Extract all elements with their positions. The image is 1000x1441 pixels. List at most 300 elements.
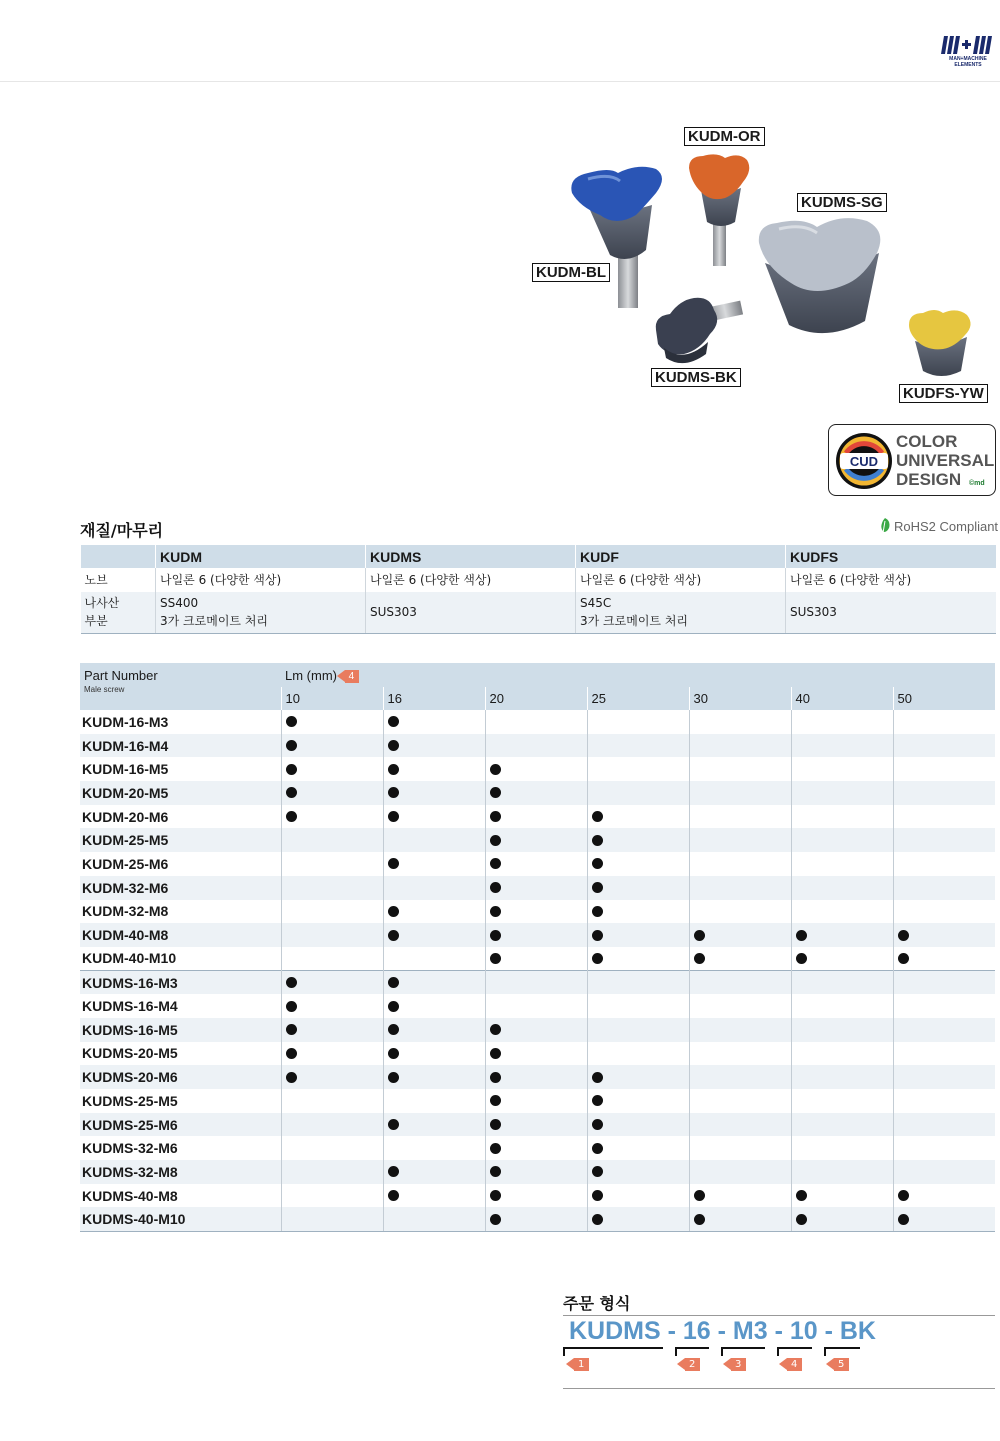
- part-number-cell: KUDM-16-M5: [80, 757, 281, 781]
- cud-line3: DESIGN: [896, 470, 962, 489]
- availability-cell: [587, 828, 689, 852]
- material-cell-line: 3가 크로메이트 처리: [580, 614, 689, 629]
- availability-cell: [587, 1089, 689, 1113]
- available-dot-icon: [490, 1143, 501, 1154]
- availability-cell: [281, 781, 383, 805]
- availability-cell: [587, 1184, 689, 1208]
- availability-cell: [383, 1042, 485, 1066]
- material-row-label: [81, 592, 156, 633]
- availability-cell: [383, 1113, 485, 1137]
- availability-cell: [281, 757, 383, 781]
- material-cell: 나일론 6 (다양한 색상): [576, 568, 786, 592]
- material-row-screw: [81, 592, 996, 633]
- order-segment-tick: [777, 1347, 779, 1356]
- availability-cell: [281, 1184, 383, 1208]
- availability-cell: [587, 923, 689, 947]
- available-dot-icon: [592, 1095, 603, 1106]
- availability-cell: [587, 876, 689, 900]
- availability-cell: [281, 971, 383, 995]
- available-dot-icon: [592, 1072, 603, 1083]
- rohs-badge: [879, 517, 998, 537]
- part-row: [80, 1065, 995, 1089]
- available-dot-icon: [592, 811, 603, 822]
- available-dot-icon: [592, 1190, 603, 1201]
- available-dot-icon: [694, 1190, 705, 1201]
- availability-cell: [587, 971, 689, 995]
- availability-cell: [893, 947, 995, 971]
- availability-cell: [281, 852, 383, 876]
- available-dot-icon: [286, 740, 297, 751]
- product-label-kudfs-yw: KUDFS-YW: [899, 384, 988, 403]
- part-number-cell: KUDMS-16-M4: [80, 994, 281, 1018]
- available-dot-icon: [388, 906, 399, 917]
- availability-cell: [893, 900, 995, 924]
- availability-cell: [485, 781, 587, 805]
- part-row: [80, 781, 995, 805]
- availability-cell: [893, 828, 995, 852]
- available-dot-icon: [592, 858, 603, 869]
- length-header-cell: 40: [791, 687, 893, 710]
- order-segment-tick: [721, 1347, 723, 1356]
- cud-center-text: CUD: [849, 454, 879, 469]
- part-number-cell: KUDM-20-M5: [80, 781, 281, 805]
- available-dot-icon: [286, 811, 297, 822]
- part-row: [80, 1018, 995, 1042]
- material-cell-line: SS400: [160, 596, 199, 611]
- lm-header-row: [80, 663, 995, 687]
- material-table: [80, 545, 996, 634]
- part-number-cell: KUDM-40-M8: [80, 923, 281, 947]
- availability-cell: [281, 1207, 383, 1231]
- lm-reference-tag: 4: [345, 670, 360, 683]
- order-segment-underline: [721, 1347, 765, 1349]
- part-number-cell: KUDMS-40-M8: [80, 1184, 281, 1208]
- material-cell: SUS303: [786, 592, 996, 633]
- available-dot-icon: [898, 1214, 909, 1225]
- availability-cell: [893, 1207, 995, 1231]
- product-label-kudms-sg: KUDMS-SG: [797, 193, 887, 212]
- available-dot-icon: [490, 787, 501, 798]
- availability-cell: [791, 876, 893, 900]
- available-dot-icon: [286, 1001, 297, 1012]
- available-dot-icon: [592, 1166, 603, 1177]
- availability-cell: [689, 947, 791, 971]
- availability-cell: [383, 1089, 485, 1113]
- availability-cell: [791, 710, 893, 734]
- order-segment-underline: [824, 1347, 860, 1349]
- availability-cell: [791, 1160, 893, 1184]
- part-row: [80, 1184, 995, 1208]
- availability-cell: [485, 1184, 587, 1208]
- availability-cell: [383, 734, 485, 758]
- availability-cell: [893, 971, 995, 995]
- available-dot-icon: [286, 1024, 297, 1035]
- available-dot-icon: [286, 1048, 297, 1059]
- available-dot-icon: [490, 953, 501, 964]
- part-row: [80, 757, 995, 781]
- availability-cell: [587, 1042, 689, 1066]
- order-segment-underline: [777, 1347, 812, 1349]
- available-dot-icon: [592, 882, 603, 893]
- part-number-subheader: Male screw: [84, 684, 125, 694]
- available-dot-icon: [694, 1214, 705, 1225]
- availability-cell: [383, 1207, 485, 1231]
- availability-cell: [791, 994, 893, 1018]
- available-dot-icon: [490, 811, 501, 822]
- availability-cell: [689, 1207, 791, 1231]
- part-number-cell: KUDMS-25-M5: [80, 1089, 281, 1113]
- available-dot-icon: [388, 1048, 399, 1059]
- material-header-kudf: KUDF: [576, 545, 786, 568]
- material-cell-line: 3가 크로메이트 처리: [160, 614, 269, 629]
- availability-cell: [587, 1113, 689, 1137]
- availability-cell: [281, 994, 383, 1018]
- product-label-kudm-or: KUDM-OR: [684, 127, 765, 146]
- part-row: [80, 923, 995, 947]
- available-dot-icon: [490, 1214, 501, 1225]
- availability-cell: [383, 1136, 485, 1160]
- availability-cell: [689, 1089, 791, 1113]
- part-row: [80, 971, 995, 995]
- order-segment-tick: [824, 1347, 826, 1356]
- knob-black-image: [650, 292, 745, 372]
- order-format-title: 주문 형식: [563, 1294, 631, 1313]
- availability-cell: [689, 1042, 791, 1066]
- availability-cell: [689, 1184, 791, 1208]
- availability-cell: [893, 805, 995, 829]
- available-dot-icon: [490, 1024, 501, 1035]
- availability-cell: [893, 852, 995, 876]
- available-dot-icon: [490, 882, 501, 893]
- availability-cell: [689, 1113, 791, 1137]
- length-header-cell: 10: [281, 687, 383, 710]
- available-dot-icon: [592, 906, 603, 917]
- part-number-cell: KUDM-16-M3: [80, 710, 281, 734]
- availability-cell: [485, 1018, 587, 1042]
- availability-cell: [893, 1089, 995, 1113]
- order-segment-tick: [563, 1347, 565, 1356]
- available-dot-icon: [898, 930, 909, 941]
- rohs-text: RoHS2 Compliant: [894, 519, 999, 534]
- availability-cell: [281, 734, 383, 758]
- availability-cell: [485, 852, 587, 876]
- availability-cell: [587, 734, 689, 758]
- availability-cell: [791, 1136, 893, 1160]
- available-dot-icon: [388, 787, 399, 798]
- available-dot-icon: [694, 953, 705, 964]
- availability-cell: [485, 734, 587, 758]
- material-cell: 나일론 6 (다양한 색상): [156, 568, 366, 592]
- availability-cell: [893, 1018, 995, 1042]
- order-tag-1: 1: [574, 1358, 589, 1371]
- material-cell: 나일론 6 (다양한 색상): [786, 568, 996, 592]
- availability-cell: [791, 1089, 893, 1113]
- part-number-cell: KUDMS-25-M6: [80, 1113, 281, 1137]
- material-cell: SUS303: [366, 592, 576, 633]
- availability-cell: [689, 781, 791, 805]
- availability-cell: [689, 710, 791, 734]
- available-dot-icon: [796, 1190, 807, 1201]
- availability-cell: [587, 1136, 689, 1160]
- availability-cell: [281, 805, 383, 829]
- availability-cell: [893, 781, 995, 805]
- available-dot-icon: [490, 906, 501, 917]
- order-segment-underline: [563, 1347, 663, 1349]
- part-number-header-text: Part Number: [84, 667, 158, 683]
- part-row: [80, 710, 995, 734]
- available-dot-icon: [388, 811, 399, 822]
- availability-cell: [485, 1136, 587, 1160]
- material-row-knob: [81, 568, 996, 592]
- order-tag-4: 4: [787, 1358, 802, 1371]
- knob-orange-image: [685, 150, 755, 270]
- length-header-cell: 25: [587, 687, 689, 710]
- available-dot-icon: [388, 977, 399, 988]
- brand-logo-mark-icon: [940, 34, 996, 56]
- availability-cell: [485, 994, 587, 1018]
- available-dot-icon: [490, 764, 501, 775]
- availability-cell: [791, 1207, 893, 1231]
- availability-cell: [383, 852, 485, 876]
- availability-cell: [281, 923, 383, 947]
- availability-cell: [383, 1184, 485, 1208]
- availability-cell: [791, 1184, 893, 1208]
- material-header-row: [81, 545, 996, 568]
- availability-cell: [893, 994, 995, 1018]
- available-dot-icon: [592, 1214, 603, 1225]
- available-dot-icon: [490, 1095, 501, 1106]
- availability-cell: [485, 710, 587, 734]
- cud-line2: UNIVERSAL: [896, 451, 995, 470]
- availability-cell: [587, 757, 689, 781]
- leaf-icon: [879, 517, 891, 534]
- part-number-body: [80, 710, 995, 1231]
- availability-cell: [689, 734, 791, 758]
- availability-cell: [893, 734, 995, 758]
- available-dot-icon: [286, 787, 297, 798]
- availability-cell: [485, 1065, 587, 1089]
- cud-line1: COLOR: [896, 432, 958, 451]
- availability-cell: [791, 900, 893, 924]
- available-dot-icon: [796, 930, 807, 941]
- available-dot-icon: [490, 858, 501, 869]
- availability-cell: [791, 1065, 893, 1089]
- available-dot-icon: [898, 1190, 909, 1201]
- material-cell-line: S45C: [580, 596, 612, 611]
- part-number-cell: KUDM-32-M8: [80, 900, 281, 924]
- availability-cell: [791, 923, 893, 947]
- available-dot-icon: [490, 1072, 501, 1083]
- knob-silver-gray-image: [755, 213, 890, 338]
- part-row: [80, 1160, 995, 1184]
- available-dot-icon: [388, 930, 399, 941]
- availability-cell: [893, 757, 995, 781]
- part-row: [80, 1136, 995, 1160]
- availability-cell: [485, 828, 587, 852]
- available-dot-icon: [796, 953, 807, 964]
- availability-cell: [485, 1042, 587, 1066]
- length-header-cell: 16: [383, 687, 485, 710]
- availability-cell: [893, 1184, 995, 1208]
- availability-cell: [383, 994, 485, 1018]
- availability-cell: [281, 1018, 383, 1042]
- material-row-label: 노브: [81, 568, 156, 592]
- availability-cell: [281, 1042, 383, 1066]
- available-dot-icon: [490, 930, 501, 941]
- availability-cell: [689, 1018, 791, 1042]
- availability-cell: [485, 1160, 587, 1184]
- available-dot-icon: [388, 1190, 399, 1201]
- available-dot-icon: [388, 1166, 399, 1177]
- availability-cell: [893, 1065, 995, 1089]
- part-number-cell: KUDMS-20-M5: [80, 1042, 281, 1066]
- availability-cell: [383, 900, 485, 924]
- availability-cell: [791, 828, 893, 852]
- availability-cell: [791, 1018, 893, 1042]
- availability-cell: [587, 710, 689, 734]
- availability-cell: [587, 1160, 689, 1184]
- availability-cell: [893, 1113, 995, 1137]
- part-row: [80, 805, 995, 829]
- availability-cell: [791, 852, 893, 876]
- part-row: [80, 1207, 995, 1231]
- available-dot-icon: [388, 1119, 399, 1130]
- availability-cell: [383, 876, 485, 900]
- order-tag-2: 2: [685, 1358, 700, 1371]
- availability-cell: [893, 1136, 995, 1160]
- availability-cell: [893, 1042, 995, 1066]
- availability-cell: [893, 876, 995, 900]
- available-dot-icon: [490, 1119, 501, 1130]
- availability-cell: [689, 971, 791, 995]
- available-dot-icon: [490, 1048, 501, 1059]
- availability-cell: [587, 1065, 689, 1089]
- availability-cell: [383, 1018, 485, 1042]
- availability-cell: [485, 1089, 587, 1113]
- availability-cell: [689, 923, 791, 947]
- availability-cell: [383, 828, 485, 852]
- part-number-cell: KUDMS-32-M6: [80, 1136, 281, 1160]
- available-dot-icon: [592, 1143, 603, 1154]
- part-row: [80, 734, 995, 758]
- availability-cell: [281, 1089, 383, 1113]
- availability-cell: [587, 781, 689, 805]
- availability-cell: [383, 947, 485, 971]
- available-dot-icon: [694, 930, 705, 941]
- available-dot-icon: [286, 716, 297, 727]
- cud-mark: ©md: [969, 480, 985, 487]
- available-dot-icon: [286, 977, 297, 988]
- part-number-cell: KUDM-20-M6: [80, 805, 281, 829]
- availability-cell: [689, 1065, 791, 1089]
- part-row: [80, 1113, 995, 1137]
- product-label-kudm-bl: KUDM-BL: [532, 263, 610, 282]
- availability-cell: [689, 805, 791, 829]
- availability-cell: [791, 805, 893, 829]
- availability-cell: [791, 781, 893, 805]
- availability-cell: [281, 1065, 383, 1089]
- available-dot-icon: [592, 1119, 603, 1130]
- available-dot-icon: [898, 953, 909, 964]
- availability-cell: [791, 1113, 893, 1137]
- material-cell: 나일론 6 (다양한 색상): [366, 568, 576, 592]
- available-dot-icon: [490, 835, 501, 846]
- part-row: [80, 876, 995, 900]
- available-dot-icon: [388, 740, 399, 751]
- availability-cell: [383, 1065, 485, 1089]
- part-number-cell: KUDMS-40-M10: [80, 1207, 281, 1231]
- availability-cell: [485, 1113, 587, 1137]
- availability-cell: [281, 710, 383, 734]
- available-dot-icon: [286, 1072, 297, 1083]
- material-header-kudm: KUDM: [156, 545, 366, 568]
- available-dot-icon: [388, 716, 399, 727]
- availability-cell: [893, 923, 995, 947]
- availability-cell: [485, 805, 587, 829]
- availability-cell: [485, 923, 587, 947]
- availability-cell: [281, 900, 383, 924]
- part-number-cell: KUDM-25-M5: [80, 828, 281, 852]
- availability-cell: [281, 828, 383, 852]
- availability-cell: [281, 1136, 383, 1160]
- length-header-cell: 50: [893, 687, 995, 710]
- availability-cell: [791, 734, 893, 758]
- part-number-cell: KUDMS-32-M8: [80, 1160, 281, 1184]
- order-code: KUDMS - 16 - M3 - 10 - BK: [569, 1317, 876, 1345]
- part-row: [80, 828, 995, 852]
- availability-cell: [485, 900, 587, 924]
- availability-cell: [791, 1042, 893, 1066]
- availability-cell: [587, 852, 689, 876]
- availability-cell: [689, 757, 791, 781]
- part-number-table: [80, 663, 995, 1232]
- part-row: [80, 994, 995, 1018]
- availability-cell: [791, 757, 893, 781]
- available-dot-icon: [592, 835, 603, 846]
- availability-cell: [281, 1113, 383, 1137]
- material-header-kudfs: KUDFS: [786, 545, 996, 568]
- available-dot-icon: [592, 930, 603, 941]
- availability-cell: [587, 947, 689, 971]
- availability-cell: [791, 947, 893, 971]
- availability-cell: [587, 1207, 689, 1231]
- lm-header: [281, 663, 995, 687]
- part-row: [80, 1089, 995, 1113]
- availability-cell: [893, 1160, 995, 1184]
- availability-cell: [383, 781, 485, 805]
- part-number-cell: KUDM-40-M10: [80, 947, 281, 971]
- availability-cell: [689, 1136, 791, 1160]
- availability-cell: [689, 900, 791, 924]
- available-dot-icon: [388, 858, 399, 869]
- cud-badge: [828, 424, 996, 496]
- available-dot-icon: [388, 764, 399, 775]
- knob-blue-image: [560, 155, 675, 315]
- length-header-cell: 30: [689, 687, 791, 710]
- availability-cell: [383, 757, 485, 781]
- order-tag-3: 3: [731, 1358, 746, 1371]
- availability-cell: [281, 947, 383, 971]
- availability-cell: [485, 876, 587, 900]
- material-section-title: 재질/마무리: [80, 521, 164, 540]
- available-dot-icon: [388, 1001, 399, 1012]
- order-segment-tick: [675, 1347, 677, 1356]
- material-header-blank: [81, 545, 156, 568]
- part-row: [80, 1042, 995, 1066]
- part-number-header: [80, 663, 281, 710]
- knob-yellow-image: [905, 305, 975, 385]
- length-header-cell: 20: [485, 687, 587, 710]
